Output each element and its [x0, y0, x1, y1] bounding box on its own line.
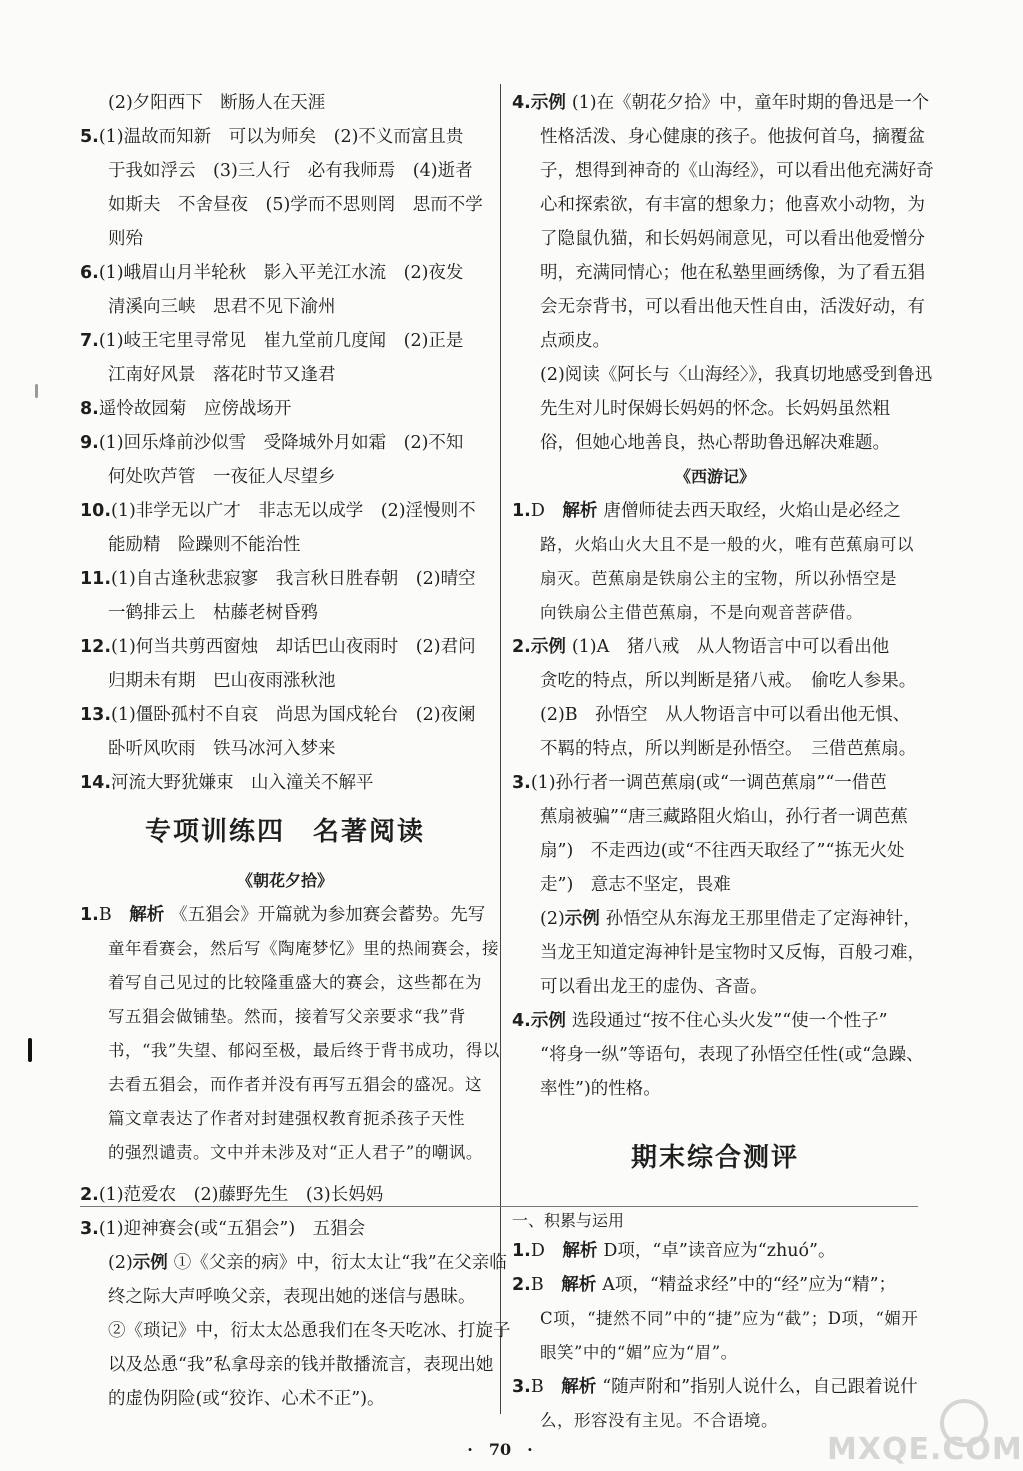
line-text: 向铁扇公主借芭蕉扇，不是向观音菩萨借。 [540, 603, 863, 622]
text-line [512, 834, 918, 868]
text-line [80, 86, 490, 120]
item-number: 2. [80, 1185, 99, 1205]
text-line [512, 1336, 918, 1370]
line-text: 俗，但她心地善良，热心帮助鲁迅解决难题。 [540, 433, 890, 453]
item-number: 6. [80, 263, 99, 283]
text-line [80, 358, 490, 392]
text-line [512, 630, 918, 664]
text-line [512, 154, 934, 188]
answer-keyword: 解析 [561, 1275, 597, 1295]
item-number: 14. [80, 773, 112, 793]
line-text: D [530, 1241, 563, 1261]
text-line [512, 1302, 918, 1336]
watermark-logo [827, 1397, 1023, 1467]
text-line [512, 86, 930, 120]
line-text: 当龙王知道定海神针是宝物时又反悔，百般刁难， [540, 943, 925, 963]
text-line [512, 120, 925, 154]
line-text: (1)自古逢秋悲寂寥 我言秋日胜春朝 (2)晴空 [111, 569, 476, 589]
page-number: · 70 · [467, 1440, 533, 1459]
watermark-text: MXQE.COM [827, 1432, 1023, 1467]
item-number: 13. [80, 705, 112, 725]
item-number: 3. [80, 1219, 99, 1239]
line-text: 路，火焰山火大且不是一般的火，唯有芭蕉扇可以 [540, 535, 914, 554]
item-number: 3. [512, 773, 531, 793]
text-line [80, 898, 490, 932]
line-text: 归期未有期 巴山夜雨涨秋池 [108, 671, 336, 691]
line-text: 何处吹芦管 一夜征人尽望乡 [108, 467, 336, 487]
text-line [80, 1314, 511, 1348]
text-line [80, 630, 490, 664]
line-text-rest: ①《父亲的病》中，衍太太让“我”在父亲临 [173, 1253, 507, 1273]
item-number: 5. [80, 127, 99, 147]
text-line [512, 188, 925, 222]
text-line [80, 1034, 500, 1068]
line-text: 子，想得到神奇的《山海经》，可以看出他充满好奇 [540, 161, 934, 181]
margin-mark-bottom [28, 1038, 32, 1062]
line-text: 扇灭。芭蕉扇是铁扇公主的宝物，所以孙悟空是 [540, 569, 897, 588]
line-text: (2)阅读《阿长与〈山海经〉》，我真切地感受到鲁迅 [540, 365, 933, 385]
text-line [80, 766, 490, 800]
text-line [80, 562, 490, 596]
answer-keyword: 示例 [132, 1253, 168, 1273]
line-text: 篇文章表达了作者对封建强权教育扼杀孩子天性 [108, 1109, 465, 1128]
item-number: 11. [80, 569, 112, 589]
line-text: D [530, 501, 563, 521]
line-text: 遥怜故园菊 应傍战场开 [98, 399, 292, 419]
text-line [512, 256, 925, 290]
text-line [512, 868, 918, 902]
answer-keyword: 解析 [562, 501, 598, 521]
text-line [80, 1382, 490, 1416]
text-line [80, 1068, 490, 1102]
item-number: 4. [512, 1011, 531, 1031]
item-number: 10. [80, 501, 112, 521]
line-text: 则殆 [108, 229, 143, 249]
text-line [80, 1246, 507, 1280]
answer-keyword: 示例 [564, 909, 600, 929]
item-number: 1. [512, 501, 531, 521]
line-text: 走”) 意志不坚定，畏难 [540, 875, 731, 895]
text-line [80, 256, 490, 290]
line-text: 可以看出龙王的虚伪、吝啬。 [540, 977, 768, 997]
line-text: (2) [108, 1253, 133, 1273]
text-line [512, 766, 918, 800]
text-line [512, 222, 925, 256]
line-text: (2)夕阳西下 断肠人在天涯 [108, 93, 326, 113]
section-spacer [512, 1106, 918, 1126]
line-text: 如斯夫 不舍昼夜 (5)学而不思则罔 思而不学 [108, 195, 483, 215]
answer-keyword: 示例 [530, 1011, 566, 1031]
line-text: 心和探索欲，有丰富的想象力；他喜欢小动物，为 [540, 195, 925, 215]
text-line [512, 936, 925, 970]
line-text: 以及怂恿“我”私拿母亲的钱并散播流言，表现出她 [108, 1355, 494, 1375]
text-line [80, 664, 490, 698]
line-text-rest: “随声附和”指别人说什么，自己跟着说什 [602, 1377, 918, 1397]
line-text: 能励精 险躁则不能治性 [108, 535, 301, 555]
text-line [80, 1280, 490, 1314]
text-line [512, 596, 918, 630]
line-text: 了隐鼠仇猫，和长妈妈闹意见，可以看出他爱憎分 [540, 229, 925, 249]
line-text-rest: 选段通过“按不住心头火发”“使一个性子” [571, 1011, 888, 1031]
line-text: (1)何当共剪西窗烛 却话巴山夜雨时 (2)君问 [111, 637, 476, 657]
item-number: 7. [80, 331, 99, 351]
text-line [80, 222, 490, 256]
line-text: 率性”)的性格。 [540, 1079, 661, 1099]
text-line [80, 966, 490, 1000]
item-number: 2. [512, 1275, 531, 1295]
item-number: 2. [512, 637, 531, 657]
line-text: (1)岐王宅里寻常见 崔九堂前几度闻 (2)正是 [98, 331, 464, 351]
text-line [80, 154, 490, 188]
text-line [512, 698, 918, 732]
text-line [512, 324, 918, 358]
text-line [512, 1234, 918, 1268]
item-number: 12. [80, 637, 112, 657]
subsection-title: 《西游记》 [674, 467, 755, 486]
line-text: 书，“我”失望、郁闷至极，最后终于背书成功，得以 [108, 1041, 500, 1060]
subsection-title: 《朝花夕拾》 [236, 871, 333, 890]
section-title: 期末综合测评 [630, 1143, 799, 1173]
text-line [80, 932, 499, 966]
line-text: 卧听风吹雨 铁马冰河入梦来 [108, 739, 336, 759]
item-number: 1. [512, 1241, 531, 1261]
text-line [512, 494, 918, 528]
section-title: 专项训练四 名著阅读 [144, 817, 425, 847]
line-text: (2) [540, 909, 565, 929]
text-line [80, 290, 490, 324]
line-text: (1)回乐烽前沙似雪 受降城外月如霜 (2)不知 [98, 433, 464, 453]
right-column [512, 86, 934, 1438]
text-line [512, 1004, 918, 1038]
item-number: 1. [80, 905, 99, 925]
text-line [512, 1072, 918, 1106]
rule-gap [80, 1170, 490, 1178]
line-text: 江南好风景 落花时节又逢君 [108, 365, 336, 385]
text-line [80, 1102, 490, 1136]
line-text: (1)迎神赛会(或“五猖会”) 五猖会 [98, 1219, 366, 1239]
line-text: ②《琐记》中，衍太太怂恿我们在冬天吃冰、打旋子 [108, 1321, 511, 1341]
item-number: 8. [80, 399, 99, 419]
line-text: 眼笑”中的“媚”应为“眉”。 [540, 1343, 738, 1362]
answer-keyword: 解析 [561, 1377, 597, 1397]
line-text: (1)孙行者一调芭蕉扇(或“一调芭蕉扇”“一借芭 [530, 773, 887, 793]
text-line [80, 732, 490, 766]
answer-keyword: 示例 [530, 93, 566, 113]
line-text: 河流大野犹嫌束 山入潼关不解平 [111, 773, 374, 793]
text-line [80, 596, 490, 630]
text-line [512, 358, 933, 392]
line-text: (2)B 孙悟空 从人物语言中可以看出他无惧、 [540, 705, 911, 725]
line-text: 去看五猖会，而作者并没有再写五猖会的盛况。这 [108, 1075, 482, 1094]
line-text: 的虚伪阴险(或“狡诈、心术不正”)。 [108, 1389, 385, 1409]
column-divider [500, 84, 501, 1414]
line-text: B [98, 905, 130, 925]
line-text: 写五猖会做铺垫。然而，接着写父亲要求“我”背 [108, 1007, 466, 1026]
horizontal-rule [80, 1206, 918, 1207]
line-text: B [530, 1377, 562, 1397]
text-line [512, 664, 918, 698]
text-line [512, 426, 918, 460]
text-line [512, 902, 921, 936]
line-text-rest: (1)A 猪八戒 从人物语言中可以看出他 [571, 637, 890, 657]
text-line [512, 528, 918, 562]
line-text: (1)范爱农 (2)藤野先生 (3)长妈妈 [98, 1185, 384, 1205]
text-line [80, 698, 490, 732]
text-line [512, 1038, 924, 1072]
line-text: 点顽皮。 [540, 331, 610, 351]
line-text: 明，充满同情心；他在私塾里画绣像，为了看五猖 [540, 263, 925, 283]
line-text: (1)温故而知新 可以为师矣 (2)不义而富且贵 [98, 127, 464, 147]
line-text: “将身一纵”等语句，表现了孙悟空任性(或“急躁、 [540, 1045, 924, 1065]
text-line [80, 392, 490, 426]
text-line [512, 392, 918, 426]
text-line [512, 732, 918, 766]
line-text: 蕉扇被骗”“唐三藏路阻火焰山，孙行者一调芭蕉 [540, 807, 908, 827]
line-text: 会无奈背书，可以看出他天性自由，活泼好动，有 [540, 297, 925, 317]
left-column [80, 86, 511, 1416]
line-text: 贪吃的特点，所以判断是猪八戒。 偷吃人参果。 [540, 671, 917, 691]
text-line [80, 1348, 494, 1382]
line-text: 清溪向三峡 思君不见下渝州 [108, 297, 336, 317]
text-line [80, 494, 490, 528]
line-text-rest: D项，“卓”读音应为“zhuó”。 [603, 1241, 836, 1261]
line-text-rest: A项，“精益求经”中的“经”应为“精”； [602, 1275, 897, 1295]
text-line [512, 970, 918, 1004]
line-text: 么，形容没有主见。不合语境。 [540, 1411, 778, 1430]
text-line [80, 120, 490, 154]
line-text: 终之际大声呼唤父亲，表现出她的迷信与愚昧。 [108, 1287, 476, 1307]
line-text: 着写自己见过的比较隆重盛大的赛会，这些都在为 [108, 973, 482, 992]
text-line [80, 188, 490, 222]
item-number: 4. [512, 93, 531, 113]
line-text: 先生对儿时保姆长妈妈的怀念。长妈妈虽然粗 [540, 399, 890, 419]
line-text: C项，“捷然不同”中的“捷”应为“截”；D项，“媚开 [540, 1309, 919, 1328]
line-text: (1)僵卧孤村不自哀 尚思为国戍轮台 (2)夜阑 [111, 705, 476, 725]
item-number: 9. [80, 433, 99, 453]
answer-keyword: 解析 [562, 1241, 598, 1261]
text-line [80, 324, 490, 358]
text-line [512, 800, 918, 834]
text-line [512, 1268, 918, 1302]
line-text: 于我如浮云 (3)三人行 必有我师焉 (4)逝者 [108, 161, 473, 181]
margin-mark-top [35, 384, 38, 398]
text-line [80, 528, 490, 562]
text-line [80, 460, 490, 494]
text-line [80, 1212, 490, 1246]
line-text: 的强烈谴责。文中并未涉及对“正人君子”的嘲讽。 [108, 1143, 483, 1162]
line-text-rest: 《五猖会》开篇就为参加赛会蓄势。先写 [170, 905, 486, 925]
line-text: 扇”) 不走西边(或“不往西天取经了”“拣无火处 [540, 841, 905, 861]
text-line [512, 562, 918, 596]
text-line [512, 290, 925, 324]
line-text-rest: 唐僧师徒去西天取经，火焰山是必经之 [603, 501, 901, 521]
text-line [80, 1136, 490, 1170]
line-text: (1)峨眉山月半轮秋 影入平羌江水流 (2)夜发 [98, 263, 464, 283]
answer-keyword: 解析 [129, 905, 165, 925]
line-text: B [530, 1275, 562, 1295]
text-line [80, 1000, 490, 1034]
part-heading: 一、积累与运用 [512, 1211, 625, 1230]
text-line [80, 426, 490, 460]
line-text: 性格活泼、身心健康的孩子。他拔何首乌，摘覆盆 [540, 127, 925, 147]
answer-keyword: 示例 [530, 637, 566, 657]
line-text-rest: 孙悟空从东海龙王那里借走了定海神针， [605, 909, 921, 929]
line-text: 不羁的特点，所以判断是孙悟空。 三借芭蕉扇。 [540, 739, 917, 759]
line-text: 童年看赛会，然后写《陶庵梦忆》里的热闹赛会，接 [108, 939, 499, 958]
line-text: 一鹤排云上 枯藤老树昏鸦 [108, 603, 318, 623]
line-text-rest: (1)在《朝花夕拾》中，童年时期的鲁迅是一个 [571, 93, 930, 113]
item-number: 3. [512, 1377, 531, 1397]
line-text: (1)非学无以广才 非志无以成学 (2)淫慢则不 [111, 501, 476, 521]
